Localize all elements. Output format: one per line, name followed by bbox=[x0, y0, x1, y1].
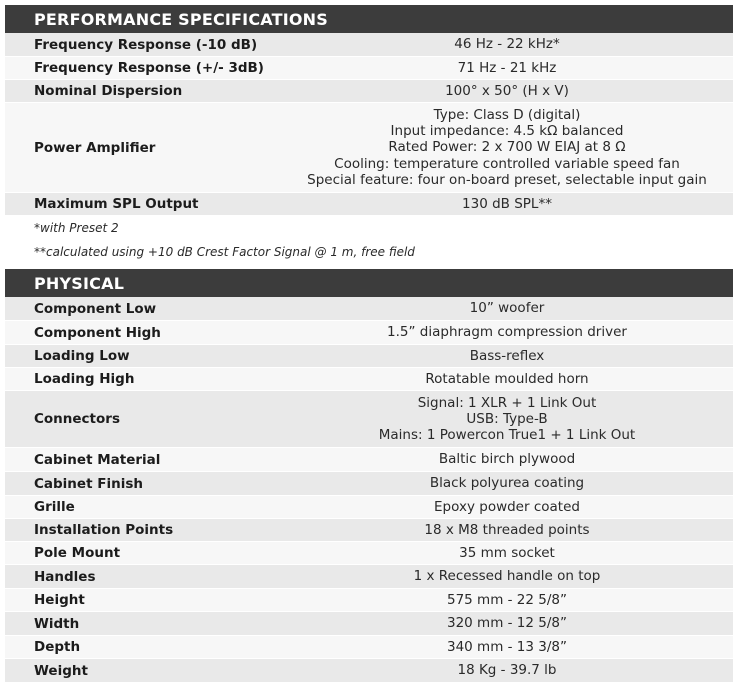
spec-value-line: Input impedance: 4.5 kΩ balanced bbox=[390, 123, 624, 140]
spec-value bbox=[305, 545, 733, 561]
spec-value bbox=[305, 83, 733, 99]
spec-value-line: Baltic birch plywood bbox=[438, 451, 576, 468]
spec-value bbox=[305, 592, 733, 608]
spec-value-line: 130 dB SPL** bbox=[462, 195, 552, 212]
spec-row-cabinet-finish bbox=[5, 472, 733, 496]
spec-label: Frequency Response (+/- 3dB) bbox=[34, 60, 264, 76]
spec-value-line: Cooling: temperature controlled variable speed fan bbox=[334, 155, 680, 172]
spec-value-line: 46 Hz - 22 kHz* bbox=[454, 36, 560, 53]
spec-value bbox=[305, 36, 733, 52]
spec-row-loading-high bbox=[5, 368, 733, 391]
spec-value bbox=[305, 475, 733, 491]
spec-value bbox=[305, 196, 733, 212]
spec-value-line: 100° x 50° (H x V) bbox=[445, 82, 569, 99]
spec-value-line: Rotatable moulded horn bbox=[425, 370, 589, 387]
spec-row-depth bbox=[5, 636, 733, 659]
spec-value bbox=[305, 568, 733, 584]
spec-row-frequency-response-3db bbox=[5, 57, 733, 80]
spec-label: Component High bbox=[34, 324, 161, 341]
spec-value-line: USB: Type-B bbox=[466, 410, 548, 427]
physical-table bbox=[5, 297, 733, 683]
spec-value bbox=[305, 662, 733, 678]
spec-value bbox=[305, 107, 733, 188]
spec-row-power-amplifier bbox=[5, 103, 733, 193]
spec-row-maximum-spl-output bbox=[5, 193, 733, 216]
spec-value bbox=[305, 348, 733, 364]
spec-label: Component Low bbox=[34, 300, 157, 317]
spec-value-line: 575 mm - 22 5/8” bbox=[446, 591, 567, 608]
spec-value-line: Bass-reflex bbox=[469, 347, 545, 364]
spec-label: Frequency Response (-10 dB) bbox=[34, 36, 258, 53]
spec-value-line: Special feature: four on-board preset, selectable input gain bbox=[307, 171, 707, 188]
spec-row-grille bbox=[5, 496, 733, 519]
spec-label: Power Amplifier bbox=[34, 139, 156, 156]
spec-label: Grille bbox=[34, 499, 75, 515]
spec-value bbox=[305, 451, 733, 467]
spec-value bbox=[305, 395, 733, 444]
spec-value-line: 71 Hz - 21 kHz bbox=[457, 59, 557, 76]
spec-label: Pole Mount bbox=[34, 545, 121, 561]
spec-value-line: Signal: 1 XLR + 1 Link Out bbox=[417, 394, 597, 411]
spec-label: Maximum SPL Output bbox=[34, 196, 199, 212]
spec-value-line: 10” woofer bbox=[469, 300, 545, 317]
spec-label: Width bbox=[34, 615, 80, 632]
footnote: **calculated using +10 dB Crest Factor Signal @ 1 m, free field bbox=[34, 245, 415, 259]
performance-notes bbox=[5, 216, 733, 264]
spec-label: Loading Low bbox=[34, 348, 130, 364]
spec-value bbox=[305, 615, 733, 631]
spec-value-line: 320 mm - 12 5/8” bbox=[446, 615, 567, 632]
spec-row-connectors bbox=[5, 391, 733, 448]
spec-row-pole-mount bbox=[5, 542, 733, 565]
spec-value bbox=[305, 499, 733, 515]
spec-value-line: 35 mm socket bbox=[459, 544, 555, 561]
spec-value-line: Type: Class D (digital) bbox=[433, 106, 581, 123]
spec-value-line: Mains: 1 Powercon True1 + 1 Link Out bbox=[378, 427, 636, 444]
spec-sheet bbox=[5, 5, 733, 683]
spec-label: Depth bbox=[34, 639, 81, 655]
spec-label: Cabinet Material bbox=[34, 451, 161, 468]
spec-value-line: Rated Power: 2 x 700 W EIAJ at 8 Ω bbox=[388, 139, 626, 156]
spec-row-frequency-response-10-db bbox=[5, 33, 733, 57]
spec-value bbox=[305, 300, 733, 316]
spec-row-width bbox=[5, 612, 733, 636]
physical-section-title: PHYSICAL bbox=[5, 269, 733, 297]
spec-label: Connectors bbox=[34, 411, 120, 427]
spec-value bbox=[305, 522, 733, 538]
footnote: *with Preset 2 bbox=[34, 221, 119, 235]
spec-label: Weight bbox=[34, 662, 88, 679]
spec-label: Cabinet Finish bbox=[34, 475, 143, 492]
spec-value-line: Epoxy powder coated bbox=[434, 498, 580, 515]
spec-value bbox=[305, 371, 733, 387]
spec-row-component-low bbox=[5, 297, 733, 321]
spec-row-installation-points bbox=[5, 519, 733, 542]
spec-value-line: Black polyurea coating bbox=[429, 475, 585, 492]
spec-value bbox=[305, 639, 733, 655]
spec-row-handles bbox=[5, 565, 733, 589]
spec-label: Nominal Dispersion bbox=[34, 83, 183, 99]
spec-value-line: 18 x M8 threaded points bbox=[424, 521, 590, 538]
performance-section-title: PERFORMANCE SPECIFICATIONS bbox=[5, 5, 733, 33]
spec-label: Height bbox=[34, 592, 85, 608]
spec-row-component-high bbox=[5, 321, 733, 345]
spec-row-height bbox=[5, 589, 733, 612]
spec-value-line: 340 mm - 13 3/8” bbox=[446, 638, 567, 655]
spec-value bbox=[305, 60, 733, 76]
spec-value-line: 1 x Recessed handle on top bbox=[413, 568, 601, 585]
spec-row-loading-low bbox=[5, 345, 733, 368]
spec-value bbox=[305, 324, 733, 340]
spec-label: Installation Points bbox=[34, 522, 174, 538]
spec-label: Handles bbox=[34, 568, 96, 585]
spec-row-weight bbox=[5, 659, 733, 683]
spec-value-line: 18 Kg - 39.7 lb bbox=[457, 662, 557, 679]
spec-label: Loading High bbox=[34, 371, 135, 387]
spec-row-nominal-dispersion bbox=[5, 80, 733, 103]
spec-row-cabinet-material bbox=[5, 448, 733, 472]
spec-value-line: 1.5” diaphragm compression driver bbox=[387, 324, 627, 341]
performance-table bbox=[5, 33, 733, 216]
